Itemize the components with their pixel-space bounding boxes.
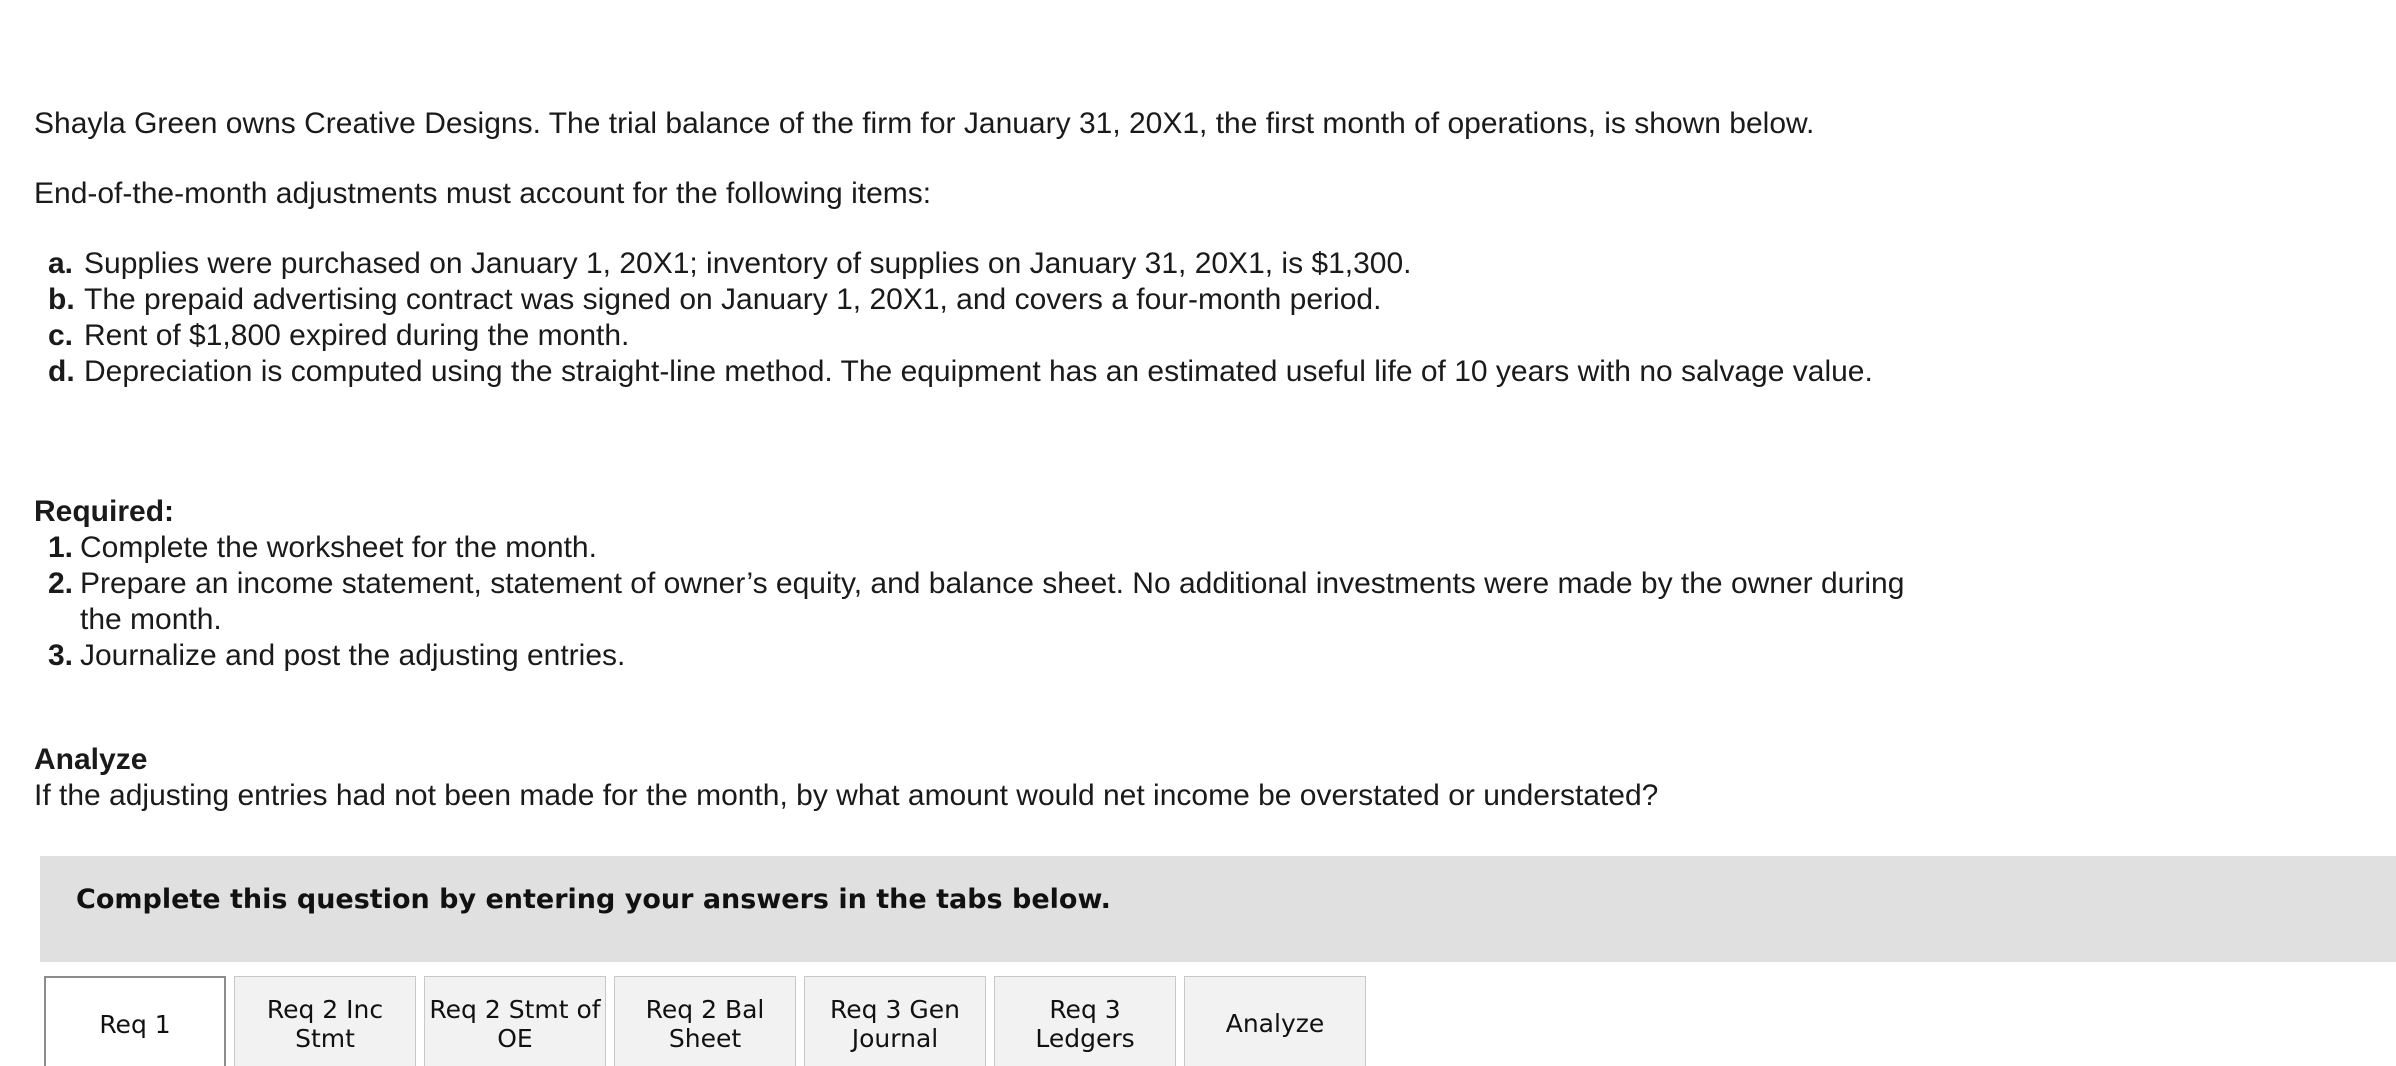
list-item xyxy=(34,318,1894,354)
instruction-banner xyxy=(40,856,2396,962)
item-text: Journalize and post the adjusting entries. xyxy=(80,639,626,672)
list-item xyxy=(34,566,1924,638)
list-item xyxy=(34,246,1894,282)
tab-req-3-ledgers[interactable]: Req 3 Ledgers xyxy=(994,976,1176,1066)
tab-analyze[interactable]: Analyze xyxy=(1184,976,1366,1066)
tab-req-2-inc-stmt[interactable]: Req 2 Inc Stmt xyxy=(234,976,416,1066)
required-list xyxy=(34,530,1924,674)
list-item xyxy=(34,530,1924,566)
item-marker: 1. xyxy=(48,531,74,564)
item-marker: 2. xyxy=(48,567,74,600)
list-item xyxy=(34,354,1894,390)
item-marker: d. xyxy=(48,355,75,388)
required-heading: Required: xyxy=(34,495,175,528)
tab-req-3-gen-journal[interactable]: Req 3 Gen Journal xyxy=(804,976,986,1066)
item-marker: c. xyxy=(48,319,74,352)
item-marker: a. xyxy=(48,247,74,280)
list-item xyxy=(34,638,1924,674)
item-text: Prepare an income statement, statement of owner’s equity, and balance sheet. No additional investments were made by the owner during the month. xyxy=(80,567,1905,636)
item-marker: b. xyxy=(48,283,75,316)
intro-text: Shayla Green owns Creative Designs. The trial balance of the firm for January 31, 20X1, the first month of operations, is shown below. xyxy=(34,107,1815,140)
item-text: Supplies were purchased on January 1, 20X1; inventory of supplies on January 31, 20X1, is $1,300. xyxy=(84,247,1412,280)
list-item xyxy=(34,282,1894,318)
item-text: Depreciation is computed using the straight-line method. The equipment has an estimated useful life of 10 years with no salvage value. xyxy=(84,355,1873,388)
item-text: The prepaid advertising contract was signed on January 1, 20X1, and covers a four-month period. xyxy=(84,283,1382,316)
adjustments-intro: End-of-the-month adjustments must account for the following items: xyxy=(34,177,932,210)
analyze-heading: Analyze xyxy=(34,743,148,776)
tab-req-2-stmt-of-oe[interactable]: Req 2 Stmt of OE xyxy=(424,976,606,1066)
tab-req-1[interactable]: Req 1 xyxy=(44,976,226,1066)
adjustment-list xyxy=(34,246,1894,390)
tab-req-2-bal-sheet[interactable]: Req 2 Bal Sheet xyxy=(614,976,796,1066)
instruction-text: Complete this question by entering your answers in the tabs below. xyxy=(76,884,1111,915)
item-marker: 3. xyxy=(48,639,74,672)
analyze-text: If the adjusting entries had not been made for the month, by what amount would net income be overstated or understated? xyxy=(34,779,1659,812)
item-text: Rent of $1,800 expired during the month. xyxy=(84,319,630,352)
item-text: Complete the worksheet for the month. xyxy=(80,531,597,564)
